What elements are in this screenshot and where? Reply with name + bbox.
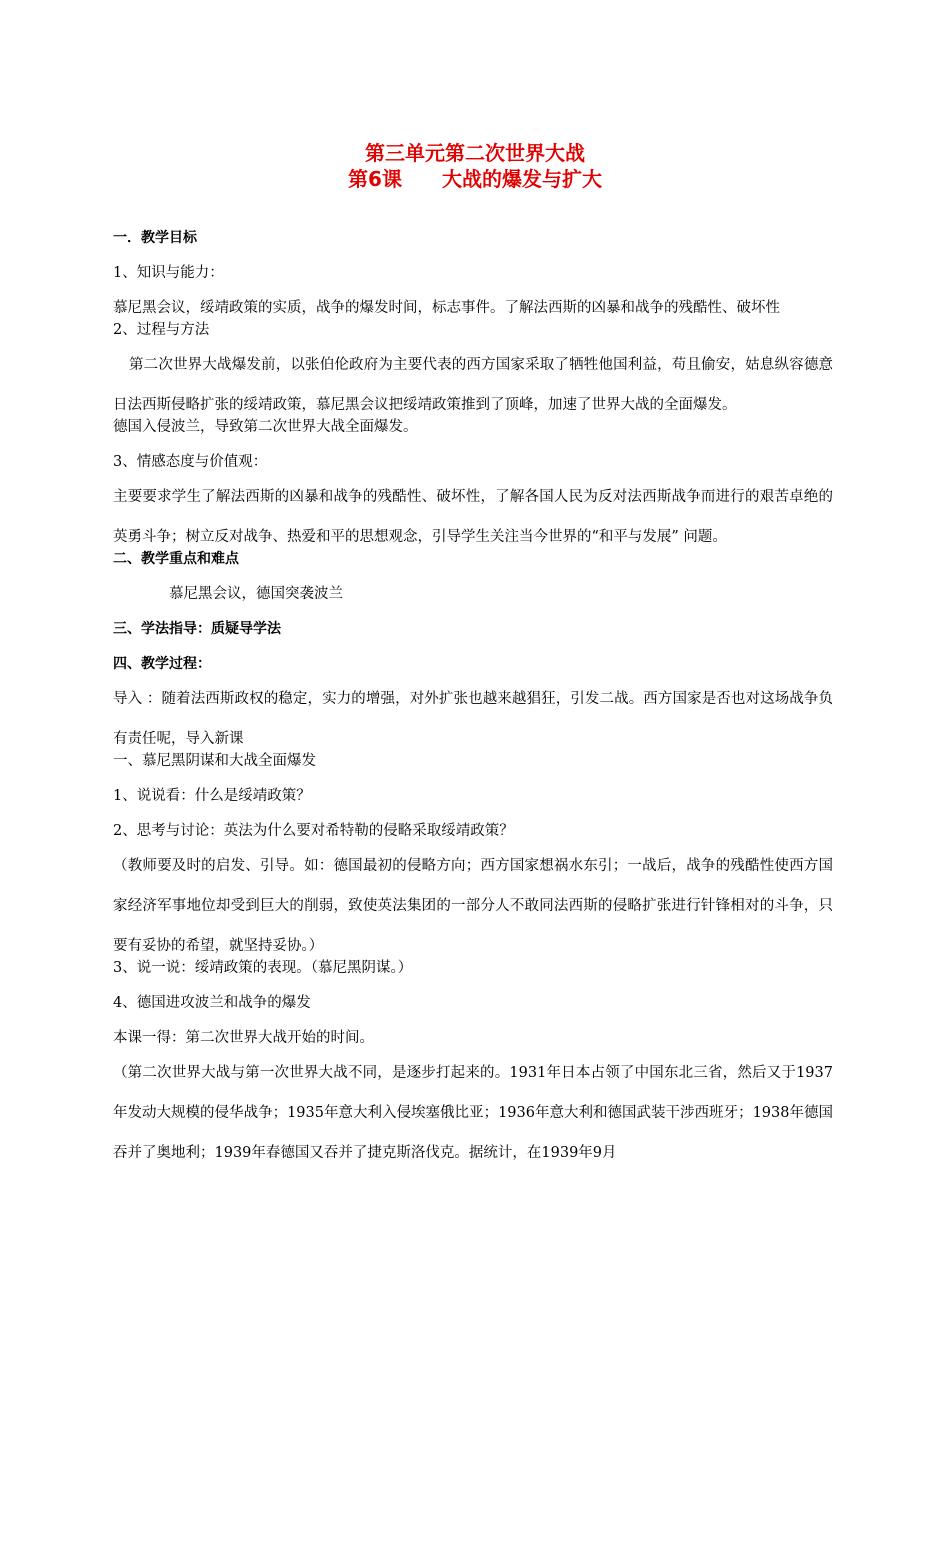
item-manifestation: 3、说一说：绥靖政策的表现。（慕尼黑阴谋。） [113,960,413,976]
lesson-number: 第6课 [348,167,402,191]
paragraph-process: 第二次世界大战爆发前，以张伯伦政府为主要代表的西方国家采取了牺牲他国利益，苟且偷安，姑息纵容德意日法西斯侵略扩张的绥靖政策，慕尼黑会议把绥靖政策推到了顶峰，加速了世界大战的全面爆发。 [113,357,833,413]
item-discussion: 2、思考与讨论：英法为什么要对希特勒的侵略采取绥靖政策？ [113,823,514,839]
paragraph-key-points: 慕尼黑会议，德国突袭波兰 [169,586,343,602]
paragraph-intro: 导入 ：随着法西斯政权的稳定，实力的增强，对外扩张也越来越猖狂，引发二战。西方国家是否也对这场战争负有责任呢，导入新课 [113,691,833,747]
subheading-process: 2、过程与方法 [113,322,210,338]
heading-teaching-goals: 一．教学目标 [113,230,197,246]
subheading-values: 3、情感态度与价值观： [113,454,268,470]
item-germany-poland: 4、德国进攻波兰和战争的爆发 [113,995,311,1011]
paragraph-poland: 德国入侵波兰，导致第二次世界大战全面爆发。 [113,419,418,435]
document-body [113,230,833,1167]
item-lesson-takeaway: 本课一得：第二次世界大战开始的时间。 [113,1030,374,1046]
unit-title: 第三单元第二次世界大战 [365,141,585,165]
heading-key-points: 二、教学重点和难点 [113,551,239,567]
subheading-knowledge: 1、知识与能力： [113,265,224,281]
lesson-title [0,166,950,192]
paragraph-values: 主要要求学生了解法西斯的凶暴和战争的残酷性、破坏性，了解各国人民为反对法西斯战争而进行的艰苦卓绝的英勇斗争；树立反对战争、热爱和平的思想观念，引导学生关注当今世界的“和平与发展” 问题。 [113,489,833,545]
paragraph-knowledge: 慕尼黑会议，绥靖政策的实质，战争的爆发时间，标志事件。了解法西斯的凶暴和战争的残酷性、破坏性 [113,300,780,316]
heading-method: 三、学法指导：质疑导学法 [113,621,281,637]
lesson-name: 大战的爆发与扩大 [441,167,602,191]
paragraph-history: （第二次世界大战与第一次世界大战不同，是逐步打起来的。1931年日本占领了中国东北三省，然后又于1937年发动大规模的侵华战争；1935年意大利入侵埃塞俄比亚；1936年意大利和德国武装干涉西班牙；1938年德国吞并了奥地利；1939年春德国又吞并了捷克斯洛伐克。据统计，在1939年9月 [113,1065,833,1161]
item-appeasement: 1、说说看：什么是绥靖政策？ [113,788,311,804]
item-munich: 一、慕尼黑阴谋和大战全面爆发 [113,753,316,769]
paragraph-teacher-note: （教师要及时的启发、引导。如：德国最初的侵略方向；西方国家想祸水东引；一战后，战争的残酷性使西方国家经济军事地位却受到巨大的削弱，致使英法集团的一部分人不敢同法西斯的侵略扩张进行针锋相对的斗争，只要有妥协的希望，就坚持妥协。） [113,858,833,954]
heading-process: 四、教学过程： [113,656,211,672]
